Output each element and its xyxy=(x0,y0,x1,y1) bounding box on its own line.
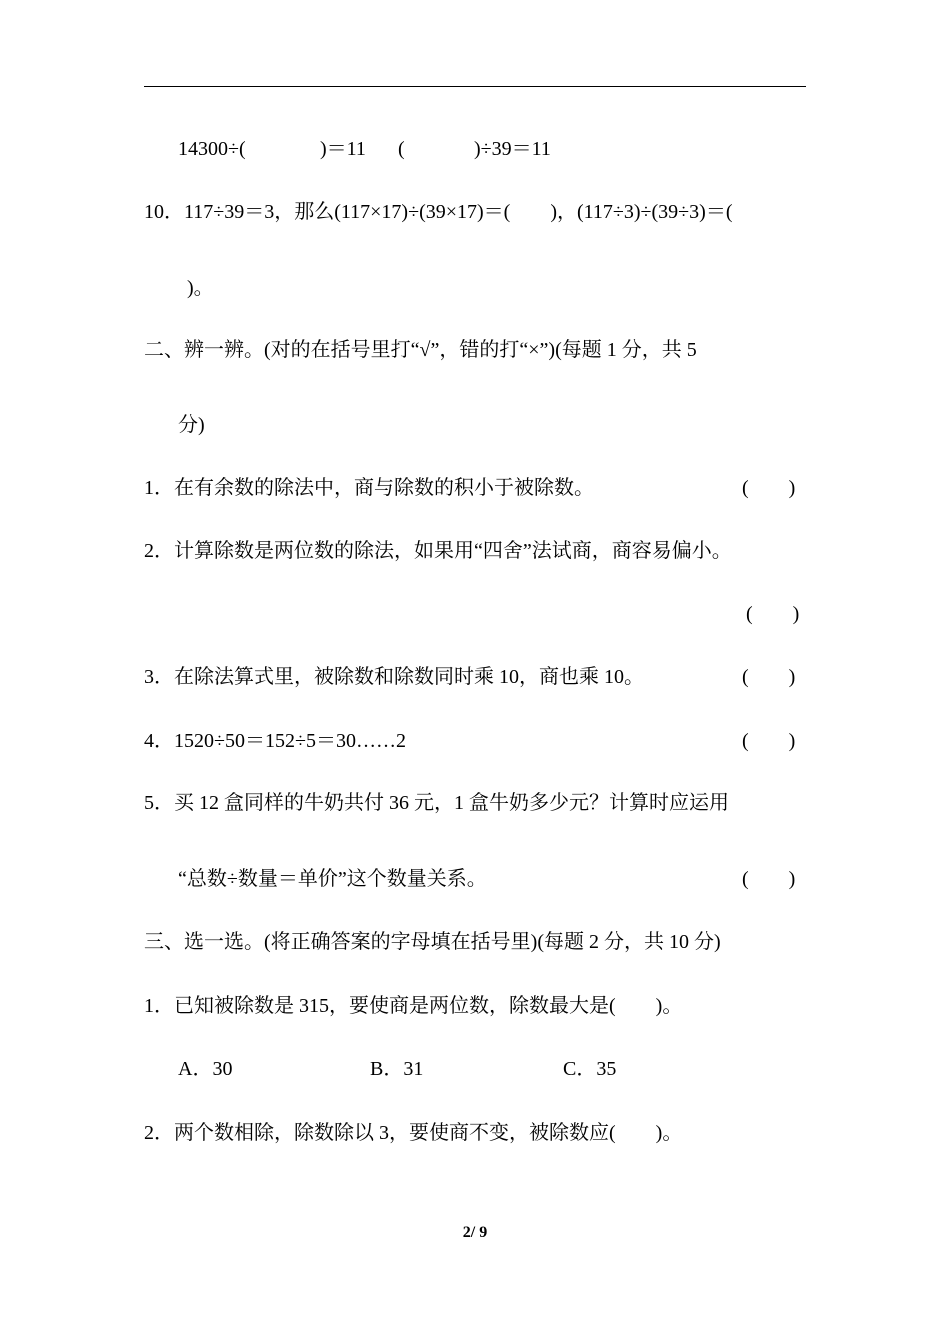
judge-item-4: 4．1520÷50＝152÷5＝30……2 xyxy=(144,730,406,752)
fill-blank-line-a-part3: ( xyxy=(398,138,405,160)
choice-option-c[interactable]: C．35 xyxy=(563,1058,617,1080)
judge-item-1-answer-paren[interactable]: ( ) xyxy=(742,477,796,499)
judge-item-5-answer-paren[interactable]: ( ) xyxy=(742,868,796,890)
choice-option-a[interactable]: A．30 xyxy=(178,1058,233,1080)
judge-item-1: 1．在有余数的除法中，商与除数的积小于被除数。 xyxy=(144,477,594,499)
choice-option-b[interactable]: B．31 xyxy=(370,1058,424,1080)
header-rule xyxy=(144,86,806,87)
page-number: 2/ 9 xyxy=(462,1224,488,1241)
choice-question-2: 2．两个数相除，除数除以 3，要使商不变，被除数应( )。 xyxy=(144,1122,683,1144)
judge-item-4-answer-paren[interactable]: ( ) xyxy=(742,730,796,752)
fill-blank-line-a-part4: )÷39＝11 xyxy=(474,138,551,160)
question-10-continued: )。 xyxy=(187,277,214,299)
fill-blank-line-a-part1: 14300÷( xyxy=(178,138,246,160)
judge-item-2-answer-paren[interactable]: ( ) xyxy=(746,603,800,625)
section-2-title: 二、辨一辨。(对的在括号里打“√”，错的打“×”)(每题 1 分，共 5 xyxy=(144,339,697,361)
judge-item-5: 5．买 12 盒同样的牛奶共付 36 元，1 盒牛奶多少元？计算时应运用 xyxy=(144,792,729,814)
section-2-title-continued: 分) xyxy=(178,414,205,436)
fill-blank-line-a-part2: )＝11 xyxy=(320,138,366,160)
judge-item-3: 3．在除法算式里，被除数和除数同时乘 10，商也乘 10。 xyxy=(144,666,644,688)
judge-item-3-answer-paren[interactable]: ( ) xyxy=(742,666,796,688)
question-10: 10．117÷39＝3，那么(117×17)÷(39×17)＝( )，(117÷3)÷(39÷3)＝( xyxy=(144,201,733,223)
choice-question-1: 1．已知被除数是 315，要使商是两位数，除数最大是( )。 xyxy=(144,995,683,1017)
judge-item-5-continued: “总数÷数量＝单价”这个数量关系。 xyxy=(178,868,487,890)
section-3-title: 三、选一选。(将正确答案的字母填在括号里)(每题 2 分，共 10 分) xyxy=(144,931,721,953)
judge-item-2: 2．计算除数是两位数的除法，如果用“四舍”法试商，商容易偏小。 xyxy=(144,540,732,562)
